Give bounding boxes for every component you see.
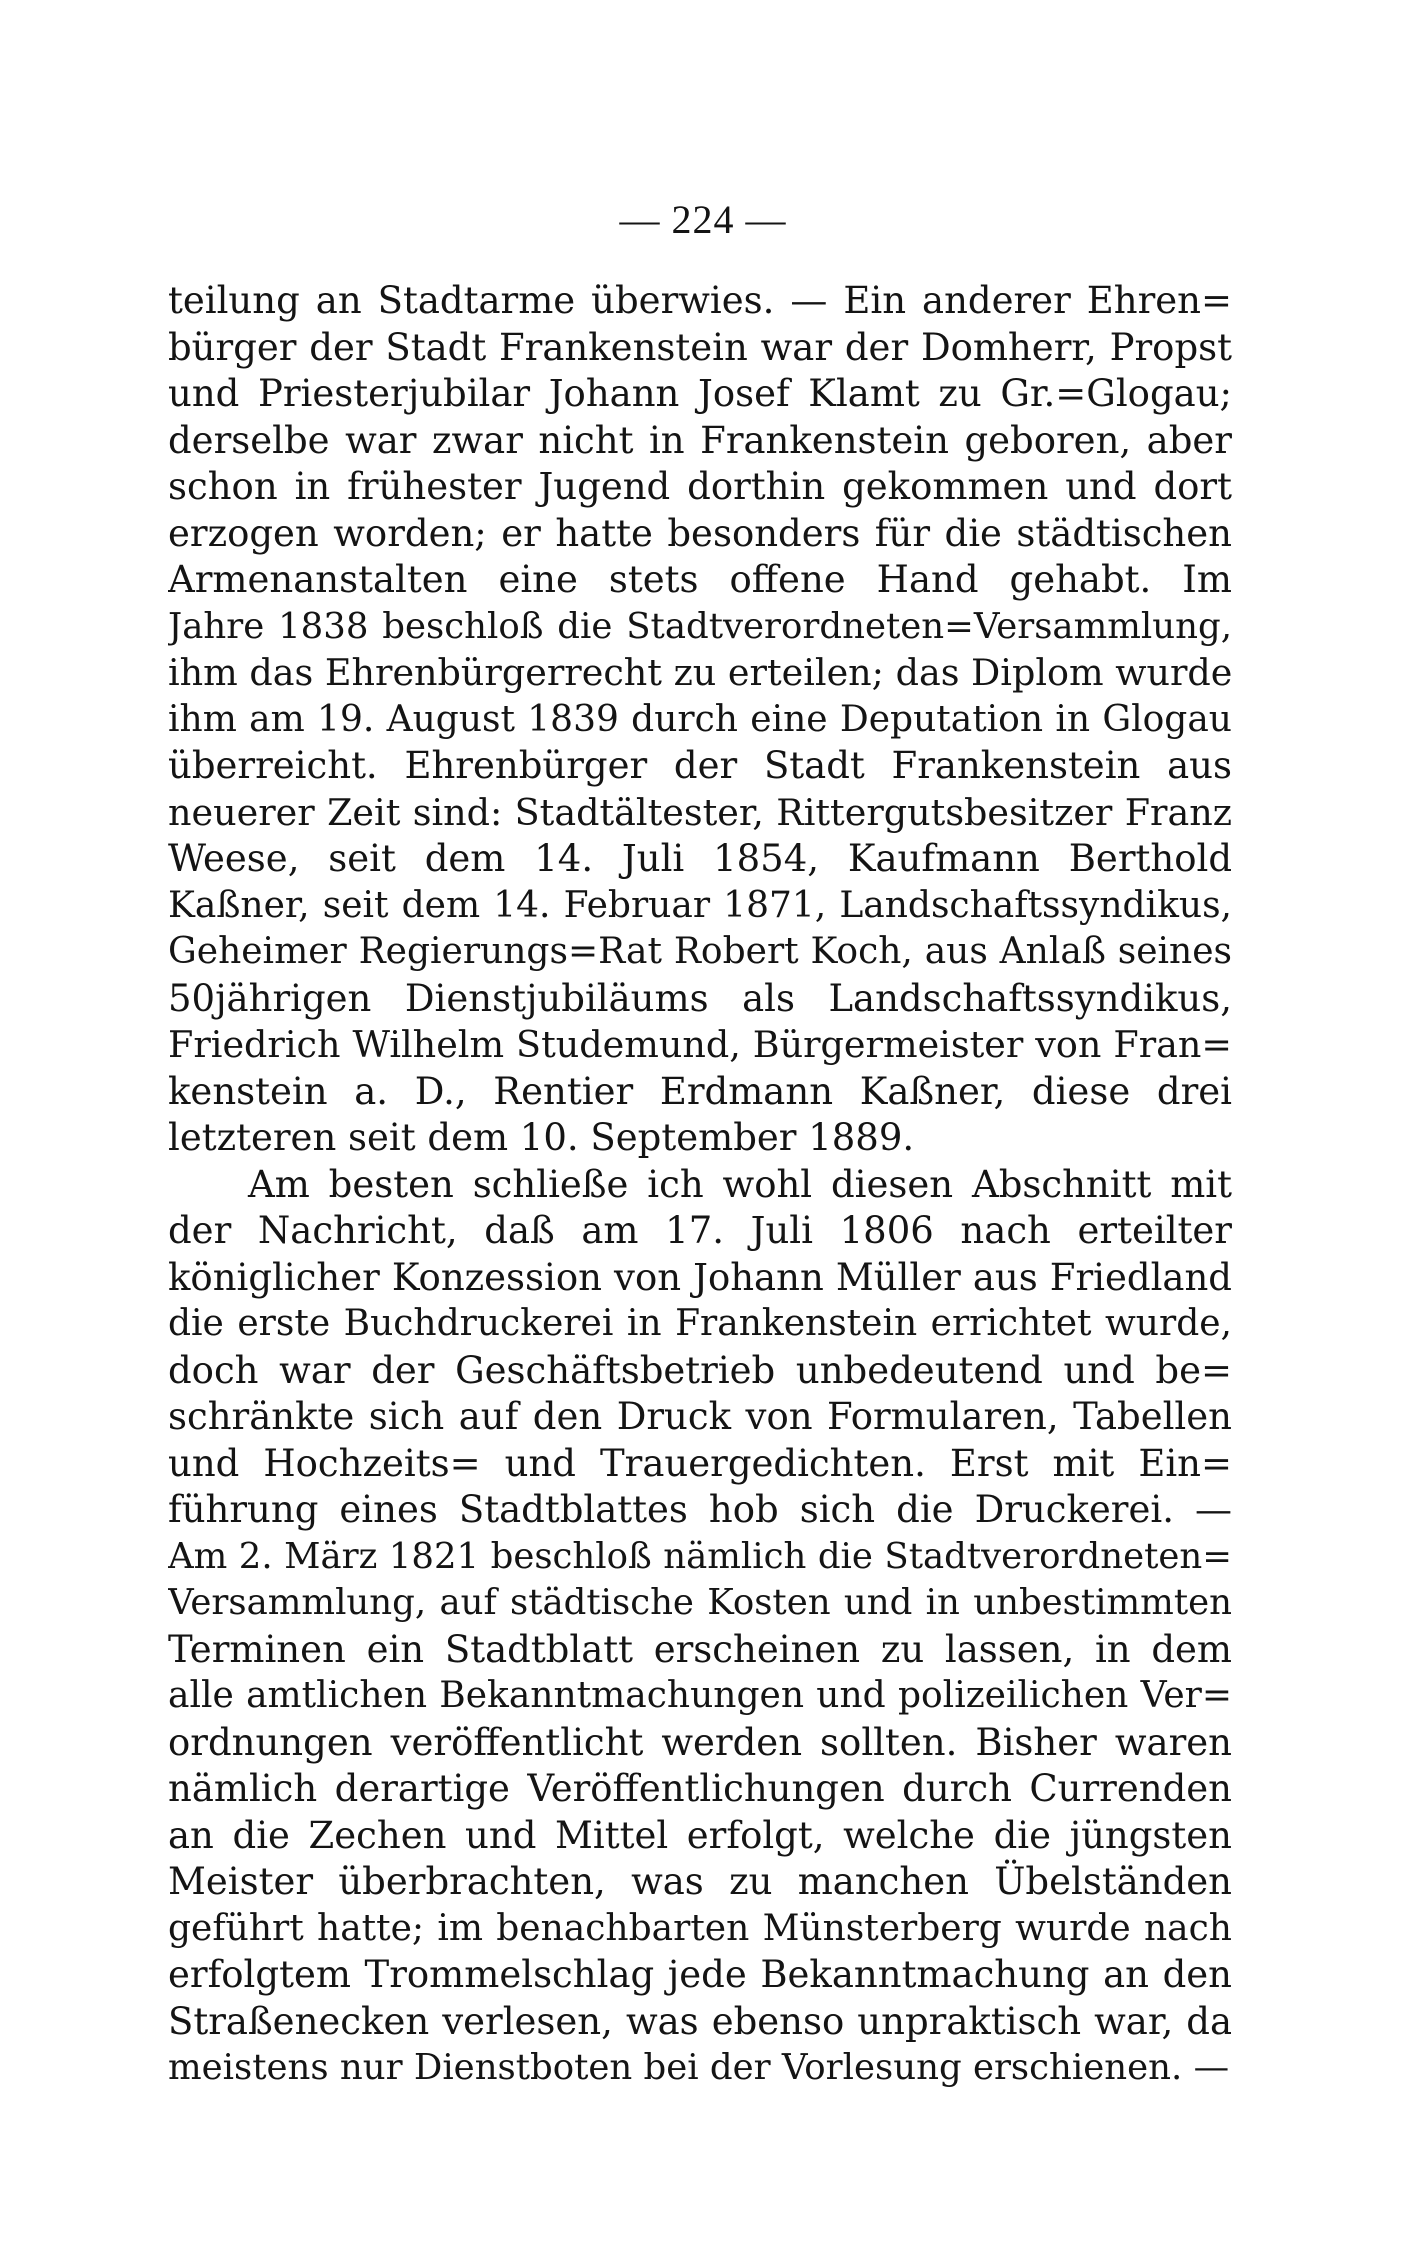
text-line: Straßenecken verlesen, was ebenso unpraktisch war, da bbox=[168, 1999, 1232, 2043]
text-line: geführt hatte; im benachbarten Münsterberg wurde nach bbox=[168, 1907, 1232, 1949]
text-line: meistens nur Dienstboten bei der Vorlesung erschienen. — bbox=[168, 2047, 1230, 2088]
text-line: schränkte sich auf den Druck von Formularen, Tabellen bbox=[168, 1395, 1232, 1438]
text-line: Kaßner, seit dem 14. Februar 1871, Landschaftssyndikus, bbox=[168, 884, 1232, 926]
page-number: — 224 — bbox=[619, 197, 787, 242]
paragraph-1 bbox=[168, 278, 1232, 1162]
text-line: und Priesterjubilar Johann Josef Klamt zu Gr.=Glogau; bbox=[168, 372, 1232, 415]
text-line: an die Zechen und Mittel erfolgt, welche die jüngsten bbox=[168, 1813, 1232, 1857]
text-line: Geheimer Regierungs=Rat Robert Koch, aus Anlaß seines bbox=[168, 931, 1232, 972]
text-line: Am 2. März 1821 beschloß nämlich die Stadtverordneten= bbox=[168, 1535, 1232, 1577]
text-line: ordnungen veröffentlicht werden sollten. Bisher waren bbox=[168, 1720, 1232, 1764]
text-line: teilung an Stadtarme überwies. — Ein anderer Ehren= bbox=[168, 279, 1232, 322]
text-line: erfolgtem Trommelschlag jede Bekanntmachung an den bbox=[168, 1953, 1232, 1996]
text-line: Meister überbrachten, was zu manchen Übelständen bbox=[168, 1860, 1232, 1903]
text-line: erzogen worden; er hatte besonders für die städtischen bbox=[168, 511, 1232, 555]
text-line: königlicher Konzession von Johann Müller aus Friedland bbox=[168, 1255, 1232, 1299]
text-line: kenstein a. D., Rentier Erdmann Kaßner, diese drei bbox=[168, 1069, 1232, 1113]
text-line: der Nachricht, daß am 17. Juli 1806 nach erteilter bbox=[168, 1209, 1232, 1252]
text-line: Am besten schließe ich wohl diesen Abschnitt mit bbox=[248, 1162, 1232, 1206]
text-line: führung eines Stadtblattes hob sich die Druckerei. — bbox=[168, 1488, 1232, 1531]
text-line: alle amtlichen Bekanntmachungen und polizeilichen Ver= bbox=[168, 1675, 1232, 1716]
text-line: Friedrich Wilhelm Studemund, Bürgermeister von Fran= bbox=[168, 1023, 1232, 1066]
text-line: Versammlung, auf städtische Kosten und in unbestimmten bbox=[168, 1582, 1232, 1623]
text-line: und Hochzeits= und Trauergedichten. Erst mit Ein= bbox=[168, 1441, 1232, 1485]
body-text bbox=[168, 278, 1232, 2092]
text-line: derselbe war zwar nicht in Frankenstein geboren, aber bbox=[168, 418, 1232, 462]
text-line: schon in frühester Jugend dorthin gekommen und dort bbox=[168, 465, 1232, 508]
text-line: ihm das Ehrenbürgerrecht zu erteilen; das Diplom wurde bbox=[168, 651, 1232, 694]
text-line: Terminen ein Stadtblatt erscheinen zu lassen, in dem bbox=[168, 1627, 1232, 1671]
paragraph-2 bbox=[168, 1162, 1232, 2092]
text-line: nämlich derartige Veröffentlichungen durch Currenden bbox=[168, 1767, 1232, 1810]
text-line: bürger der Stadt Frankenstein war der Domherr, Propst bbox=[168, 325, 1232, 369]
text-line: 50jährigen Dienstjubiläums als Landschaftssyndikus, bbox=[168, 976, 1232, 1020]
text-line: überreicht. Ehrenbürger der Stadt Frankenstein aus bbox=[168, 744, 1232, 787]
text-line: Weese, seit dem 14. Juli 1854, Kaufmann Berthold bbox=[168, 837, 1232, 880]
text-line: Armenanstalten eine stets offene Hand gehabt. Im bbox=[168, 558, 1232, 601]
text-line: Jahre 1838 beschloß die Stadtverordneten=Versammlung, bbox=[168, 605, 1232, 647]
text-line: ihm am 19. August 1839 durch eine Deputation in Glogau bbox=[168, 698, 1232, 740]
text-line: doch war der Geschäftsbetrieb unbedeutend und be= bbox=[168, 1348, 1232, 1392]
text-line: die erste Buchdruckerei in Frankenstein errichtet wurde, bbox=[168, 1303, 1232, 1344]
text-line: neuerer Zeit sind: Stadtältester, Rittergutsbesitzer Franz bbox=[168, 790, 1232, 834]
text-line: letzteren seit dem 10. September 1889. bbox=[168, 1116, 915, 1159]
